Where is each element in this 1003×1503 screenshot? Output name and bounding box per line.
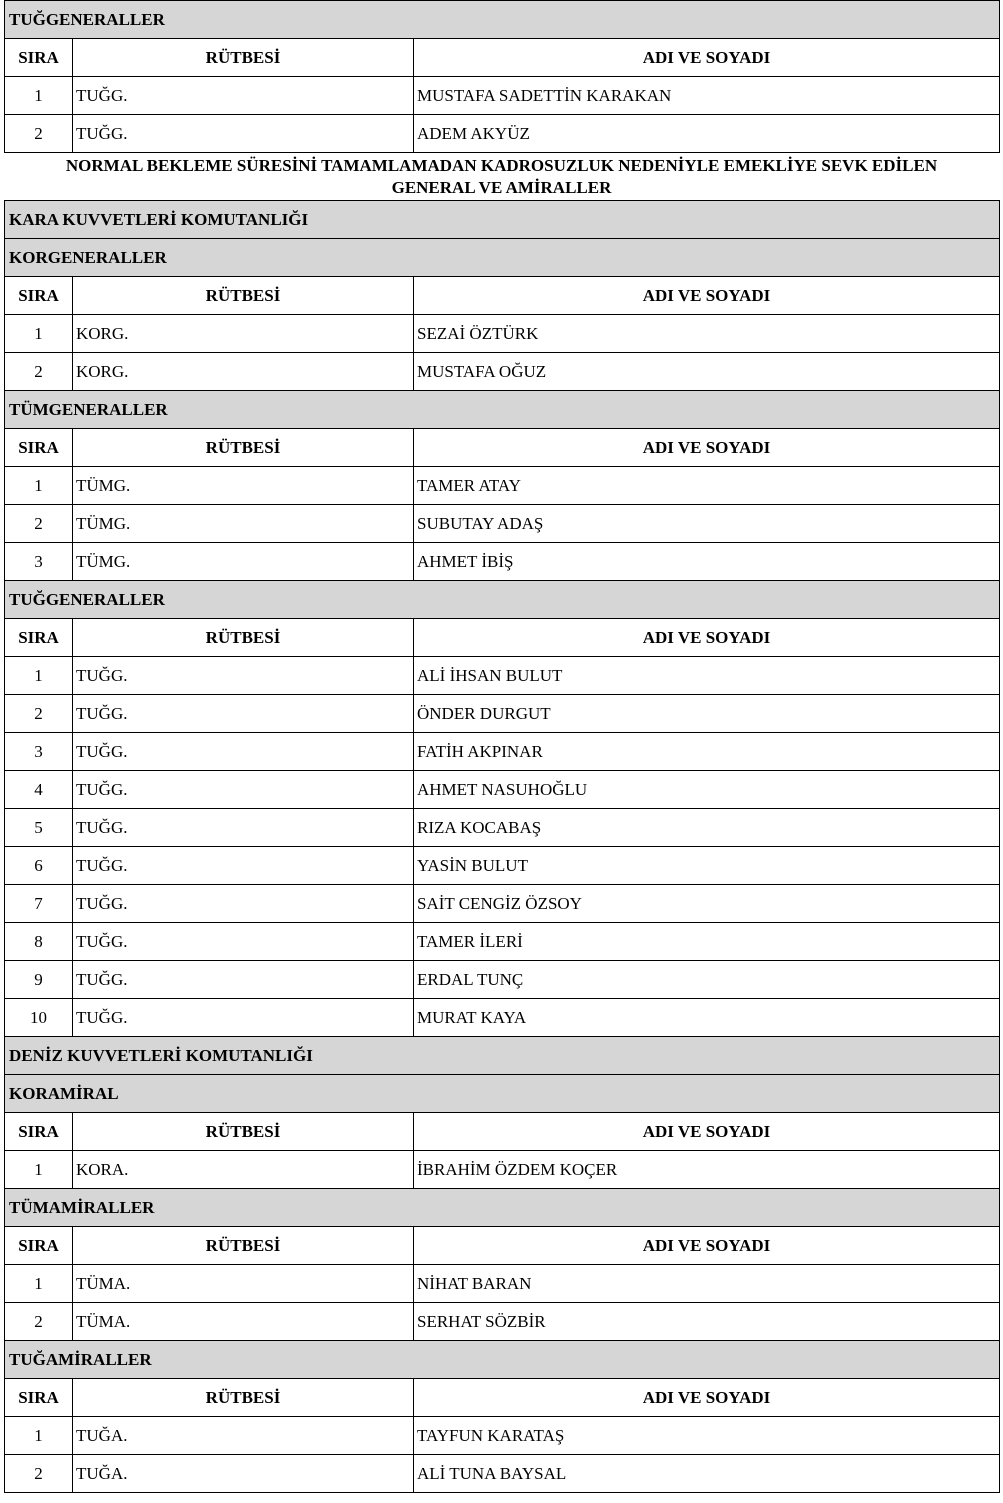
table-row <box>5 847 1000 885</box>
section-row <box>5 1341 1000 1379</box>
table-row <box>5 695 1000 733</box>
cell-sira: 10 <box>5 999 73 1037</box>
table-row <box>5 657 1000 695</box>
cell-rutbe: TUĞG. <box>73 999 414 1037</box>
heading-line: GENERAL VE AMİRALLER <box>391 178 612 197</box>
cell-rutbe: TUĞG. <box>73 847 414 885</box>
column-header-sira: SIRA <box>5 39 73 77</box>
cell-sira: 1 <box>5 1417 73 1455</box>
column-header-row <box>5 429 1000 467</box>
column-header-row <box>5 1113 1000 1151</box>
table-row <box>5 999 1000 1037</box>
cell-sira: 2 <box>5 1455 73 1493</box>
section-title: DENİZ KUVVETLERİ KOMUTANLIĞI <box>5 1037 1000 1075</box>
cell-sira: 1 <box>5 77 73 115</box>
table-row <box>5 115 1000 153</box>
cell-sira: 1 <box>5 467 73 505</box>
table-row <box>5 961 1000 999</box>
table-row <box>5 733 1000 771</box>
section-row <box>5 201 1000 239</box>
cell-sira: 7 <box>5 885 73 923</box>
section-title: KORAMİRAL <box>5 1075 1000 1113</box>
cell-ad: SAİT CENGİZ ÖZSOY <box>414 885 1000 923</box>
section-row <box>5 1075 1000 1113</box>
cell-sira: 2 <box>5 1303 73 1341</box>
section-row <box>5 1037 1000 1075</box>
column-header-ad: ADI VE SOYADI <box>414 429 1000 467</box>
cell-sira: 3 <box>5 733 73 771</box>
section-title: TUĞGENERALLER <box>5 1 1000 39</box>
cell-ad: RIZA KOCABAŞ <box>414 809 1000 847</box>
column-header-sira: SIRA <box>5 277 73 315</box>
cell-rutbe: TUĞG. <box>73 115 414 153</box>
section-title: KORGENERALLER <box>5 239 1000 277</box>
column-header-row <box>5 39 1000 77</box>
column-header-sira: SIRA <box>5 429 73 467</box>
column-header-row <box>5 619 1000 657</box>
column-header-sira: SIRA <box>5 1379 73 1417</box>
column-header-sira: SIRA <box>5 619 73 657</box>
cell-sira: 1 <box>5 1151 73 1189</box>
section-row <box>5 239 1000 277</box>
table-row <box>5 1303 1000 1341</box>
cell-sira: 5 <box>5 809 73 847</box>
cell-sira: 2 <box>5 353 73 391</box>
cell-sira: 1 <box>5 315 73 353</box>
column-header-ad: ADI VE SOYADI <box>414 277 1000 315</box>
column-header-ad: ADI VE SOYADI <box>414 39 1000 77</box>
section-title: TUĞGENERALLER <box>5 581 1000 619</box>
cell-rutbe: KORA. <box>73 1151 414 1189</box>
table-row <box>5 543 1000 581</box>
cell-sira: 3 <box>5 543 73 581</box>
table-row <box>5 505 1000 543</box>
column-header-rutbe: RÜTBESİ <box>73 1379 414 1417</box>
column-header-ad: ADI VE SOYADI <box>414 1227 1000 1265</box>
cell-ad: İBRAHİM ÖZDEM KOÇER <box>414 1151 1000 1189</box>
document-heading <box>0 153 1003 200</box>
cell-ad: FATİH AKPINAR <box>414 733 1000 771</box>
cell-ad: MUSTAFA OĞUZ <box>414 353 1000 391</box>
section-row <box>5 1189 1000 1227</box>
heading-line: NORMAL BEKLEME SÜRESİNİ TAMAMLAMADAN KADROSUZLUK NEDENİYLE EMEKLİYE SEVK EDİLEN <box>65 156 938 175</box>
table-row <box>5 1265 1000 1303</box>
table-row <box>5 77 1000 115</box>
cell-ad: TAYFUN KARATAŞ <box>414 1417 1000 1455</box>
cell-ad: ERDAL TUNÇ <box>414 961 1000 999</box>
cell-rutbe: TUĞG. <box>73 657 414 695</box>
cell-ad: YASİN BULUT <box>414 847 1000 885</box>
cell-rutbe: TUĞG. <box>73 771 414 809</box>
cell-rutbe: TÜMA. <box>73 1303 414 1341</box>
cell-ad: MUSTAFA SADETTİN KARAKAN <box>414 77 1000 115</box>
column-header-rutbe: RÜTBESİ <box>73 619 414 657</box>
cell-sira: 1 <box>5 1265 73 1303</box>
cell-ad: AHMET NASUHOĞLU <box>414 771 1000 809</box>
cell-rutbe: TUĞG. <box>73 885 414 923</box>
personnel-table <box>4 0 1000 153</box>
table-row <box>5 771 1000 809</box>
cell-rutbe: TUĞG. <box>73 923 414 961</box>
cell-ad: ALİ İHSAN BULUT <box>414 657 1000 695</box>
cell-ad: SEZAİ ÖZTÜRK <box>414 315 1000 353</box>
table-row <box>5 467 1000 505</box>
cell-sira: 8 <box>5 923 73 961</box>
section-title: KARA KUVVETLERİ KOMUTANLIĞI <box>5 201 1000 239</box>
section-row <box>5 391 1000 429</box>
cell-ad: ÖNDER DURGUT <box>414 695 1000 733</box>
cell-ad: NİHAT BARAN <box>414 1265 1000 1303</box>
column-header-row <box>5 277 1000 315</box>
cell-rutbe: TÜMG. <box>73 467 414 505</box>
cell-ad: AHMET İBİŞ <box>414 543 1000 581</box>
cell-rutbe: TUĞA. <box>73 1455 414 1493</box>
section-row <box>5 1 1000 39</box>
cell-rutbe: TUĞG. <box>73 961 414 999</box>
cell-sira: 9 <box>5 961 73 999</box>
column-header-sira: SIRA <box>5 1227 73 1265</box>
table-row <box>5 353 1000 391</box>
section-title: TÜMGENERALLER <box>5 391 1000 429</box>
cell-sira: 4 <box>5 771 73 809</box>
column-header-rutbe: RÜTBESİ <box>73 39 414 77</box>
section-row <box>5 581 1000 619</box>
cell-rutbe: TUĞG. <box>73 695 414 733</box>
table-row <box>5 315 1000 353</box>
cell-ad: TAMER İLERİ <box>414 923 1000 961</box>
cell-sira: 6 <box>5 847 73 885</box>
cell-sira: 2 <box>5 115 73 153</box>
cell-sira: 1 <box>5 657 73 695</box>
cell-rutbe: TÜMG. <box>73 505 414 543</box>
table-row <box>5 809 1000 847</box>
cell-rutbe: TÜMG. <box>73 543 414 581</box>
cell-rutbe: TUĞG. <box>73 733 414 771</box>
cell-rutbe: TÜMA. <box>73 1265 414 1303</box>
column-header-rutbe: RÜTBESİ <box>73 1227 414 1265</box>
column-header-ad: ADI VE SOYADI <box>414 619 1000 657</box>
cell-rutbe: KORG. <box>73 353 414 391</box>
table-row <box>5 923 1000 961</box>
cell-ad: SUBUTAY ADAŞ <box>414 505 1000 543</box>
column-header-row <box>5 1379 1000 1417</box>
column-header-ad: ADI VE SOYADI <box>414 1379 1000 1417</box>
cell-ad: TAMER ATAY <box>414 467 1000 505</box>
cell-ad: ADEM AKYÜZ <box>414 115 1000 153</box>
cell-rutbe: KORG. <box>73 315 414 353</box>
column-header-rutbe: RÜTBESİ <box>73 277 414 315</box>
cell-rutbe: TUĞG. <box>73 77 414 115</box>
column-header-ad: ADI VE SOYADI <box>414 1113 1000 1151</box>
cell-rutbe: TUĞA. <box>73 1417 414 1455</box>
column-header-sira: SIRA <box>5 1113 73 1151</box>
column-header-row <box>5 1227 1000 1265</box>
cell-sira: 2 <box>5 505 73 543</box>
section-title: TUĞAMİRALLER <box>5 1341 1000 1379</box>
table-row <box>5 1417 1000 1455</box>
personnel-table <box>4 200 1000 1493</box>
section-title: TÜMAMİRALLER <box>5 1189 1000 1227</box>
cell-ad: SERHAT SÖZBİR <box>414 1303 1000 1341</box>
table-row <box>5 885 1000 923</box>
column-header-rutbe: RÜTBESİ <box>73 429 414 467</box>
table-row <box>5 1455 1000 1493</box>
cell-ad: ALİ TUNA BAYSAL <box>414 1455 1000 1493</box>
table-row <box>5 1151 1000 1189</box>
cell-sira: 2 <box>5 695 73 733</box>
cell-ad: MURAT KAYA <box>414 999 1000 1037</box>
column-header-rutbe: RÜTBESİ <box>73 1113 414 1151</box>
cell-rutbe: TUĞG. <box>73 809 414 847</box>
